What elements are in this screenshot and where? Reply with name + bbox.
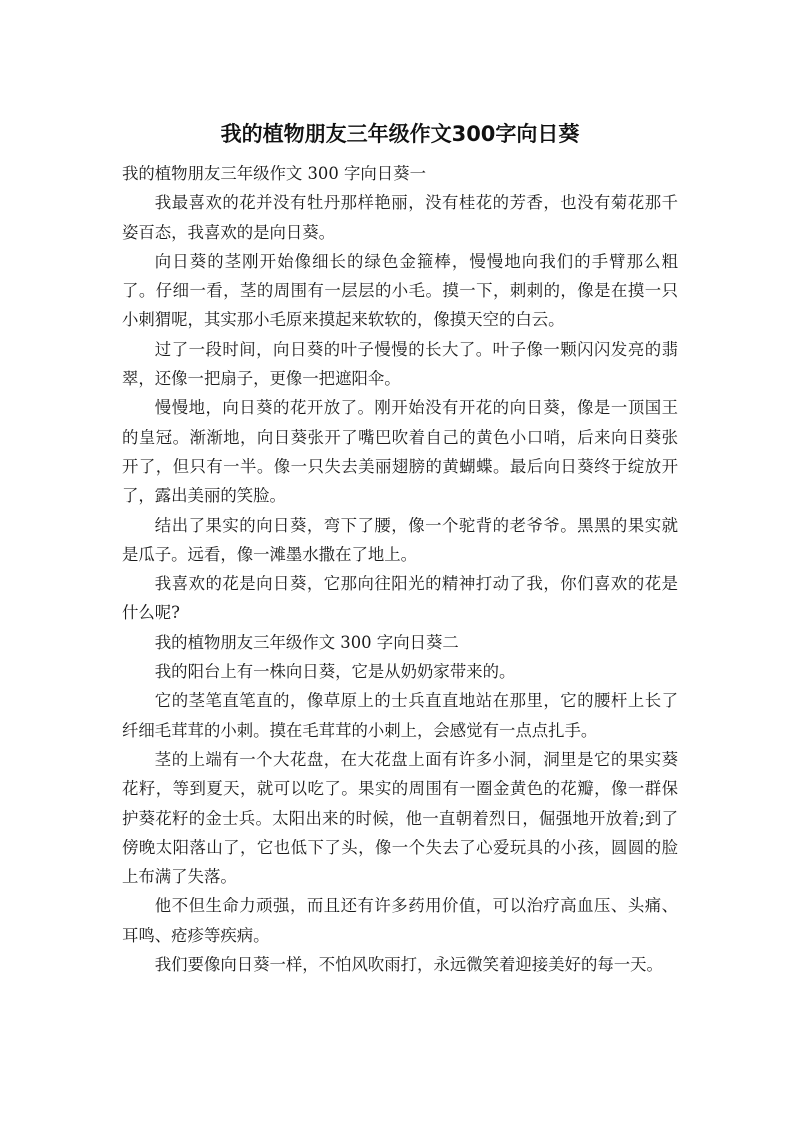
paragraph: 结出了果实的向日葵，弯下了腰，像一个驼背的老爷爷。黑黑的果实就是瓜子。远看，像一滩墨水撒在了地上。 <box>122 515 678 564</box>
paragraph: 过了一段时间，向日葵的叶子慢慢的长大了。叶子像一颗闪闪发亮的翡翠，还像一把扇子，更像一把遮阳伞。 <box>122 339 678 389</box>
paragraph: 我们要像向日葵一样，不怕风吹雨打，永远微笑着迎接美好的每一天。 <box>154 955 663 975</box>
paragraph: 慢慢地，向日葵的花开放了。刚开始没有开花的向日葵，像是一顶国王的皇冠。渐渐地，向日葵张开了嘴巴吹着自己的黄色小口哨，后来向日葵张开了，但只有一半。像一只失去美丽翅膀的黄蝴蝶。最后向日葵终于绽放开了，露出美丽的笑脸。 <box>122 398 678 506</box>
paragraph-subhead-1: 我的植物朋友三年级作文 300 字向日葵一 <box>122 164 426 183</box>
document-body <box>122 159 678 979</box>
paragraph: 向日葵的茎刚开始像细长的绿色金箍棒，慢慢地向我们的手臂那么粗了。仔细一看，茎的周围有一层层的小毛。摸一下，刺刺的，像是在摸一只小刺猬呢，其实那小毛原来摸起来软软的，像摸天空的白云。 <box>122 251 678 330</box>
paragraph: 茎的上端有一个大花盘，在大花盘上面有许多小洞，洞里是它的果实葵花籽，等到夏天，就可以吃了。果实的周围有一圈金黄色的花瓣，像一群保护葵花籽的金士兵。太阳出来的时候，他一直朝着烈日，倔强地开放着;到了傍晚太阳落山了，它也低下了头，像一个失去了心爱玩具的小孩，圆圆的脸上布满了失落。 <box>122 749 678 887</box>
paragraph-subhead-2: 我的植物朋友三年级作文 300 字向日葵二 <box>154 632 459 652</box>
paragraph: 他不但生命力顽强，而且还有许多药用价值，可以治疗高血压、头痛、耳鸣、疮疹等疾病。 <box>122 896 678 945</box>
paragraph: 它的茎笔直笔直的，像草原上的士兵直直地站在那里，它的腰杆上长了纤细毛茸茸的小刺。摸在毛茸茸的小刺上，会感觉有一点点扎手。 <box>122 691 678 740</box>
paragraph: 我的阳台上有一株向日葵，它是从奶奶家带来的。 <box>154 662 516 682</box>
paragraph: 我最喜欢的花并没有牡丹那样艳丽，没有桂花的芳香，也没有菊花那千姿百态，我喜欢的是向日葵。 <box>122 193 678 242</box>
document-title: 我的植物朋友三年级作文300字向日葵 <box>220 122 580 146</box>
paragraph: 我喜欢的花是向日葵，它那向往阳光的精神打动了我，你们喜欢的花是什么呢? <box>122 574 678 623</box>
